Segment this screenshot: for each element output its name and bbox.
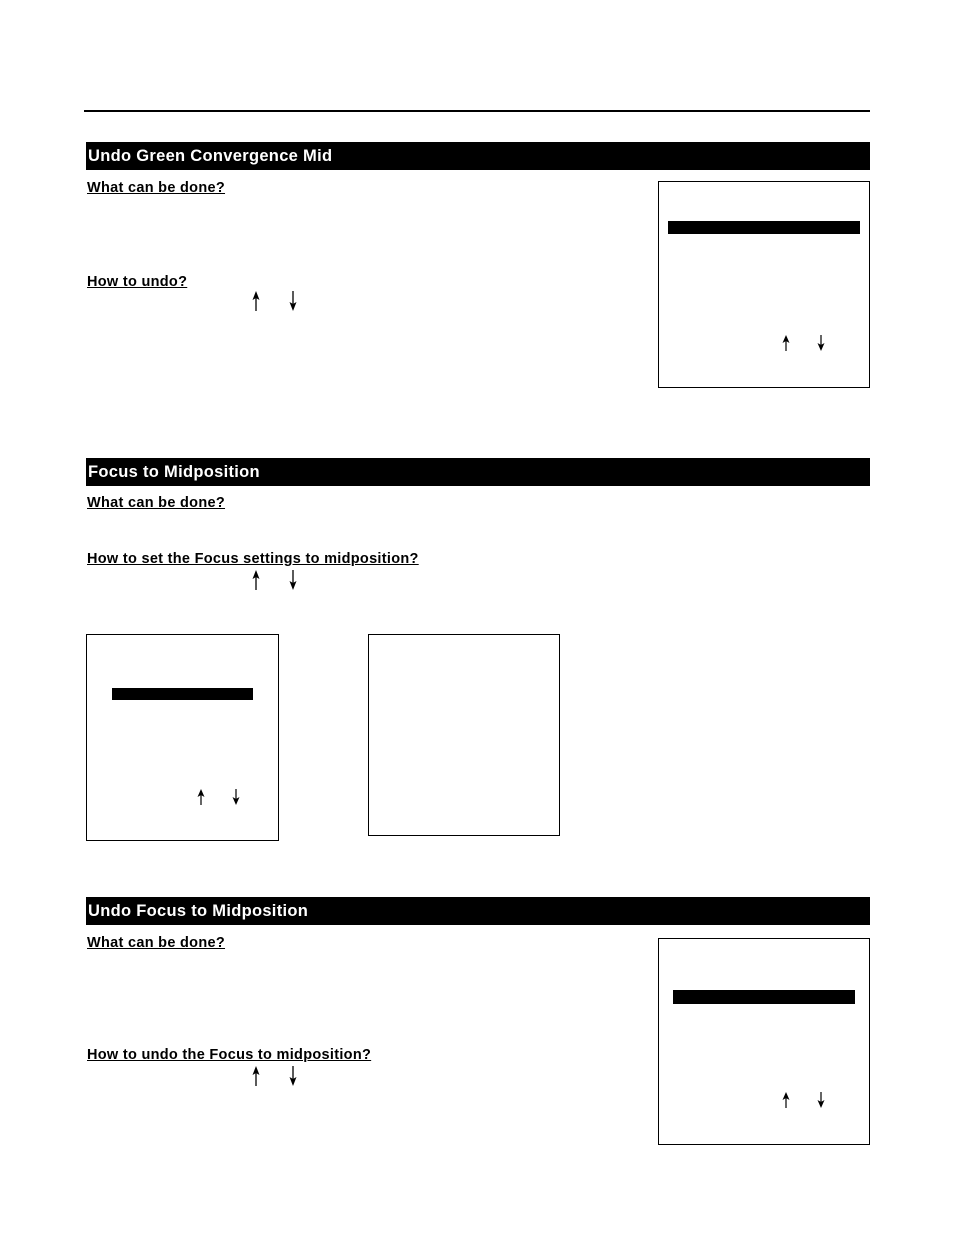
selected-menu-bar	[673, 990, 855, 1004]
arrow-down-icon	[288, 1065, 298, 1085]
arrow-down-icon	[288, 290, 298, 310]
how-to-undo-heading: How to undo?	[87, 274, 188, 290]
arrow-up-icon	[781, 1091, 791, 1111]
what-can-be-done-heading: What can be done?	[87, 935, 226, 951]
section-title-undo-green-convergence: Undo Green Convergence Mid	[86, 142, 870, 170]
menu-screen-1	[658, 181, 870, 388]
arrow-up-icon	[251, 569, 261, 589]
arrow-up-icon	[781, 334, 791, 354]
selected-menu-bar	[668, 221, 860, 234]
menu-screen-4	[658, 938, 870, 1145]
how-to-set-focus-heading: How to set the Focus settings to midposition?	[87, 551, 419, 567]
arrow-down-icon	[816, 1091, 826, 1111]
what-can-be-done-heading: What can be done?	[87, 180, 226, 196]
arrow-down-icon	[288, 569, 298, 589]
arrow-up-icon	[196, 788, 206, 808]
top-rule	[84, 110, 870, 112]
how-to-undo-focus-heading: How to undo the Focus to midposition?	[87, 1047, 372, 1063]
arrow-up-icon	[251, 1065, 261, 1085]
menu-screen-2	[86, 634, 279, 841]
what-can-be-done-heading: What can be done?	[87, 495, 226, 511]
section-title-focus-to-midposition: Focus to Midposition	[86, 458, 870, 486]
arrow-down-icon	[816, 334, 826, 354]
arrow-up-icon	[251, 290, 261, 310]
menu-screen-3	[368, 634, 560, 836]
arrow-down-icon	[231, 788, 241, 808]
section-title-undo-focus-to-midposition: Undo Focus to Midposition	[86, 897, 870, 925]
selected-menu-bar	[112, 688, 253, 700]
